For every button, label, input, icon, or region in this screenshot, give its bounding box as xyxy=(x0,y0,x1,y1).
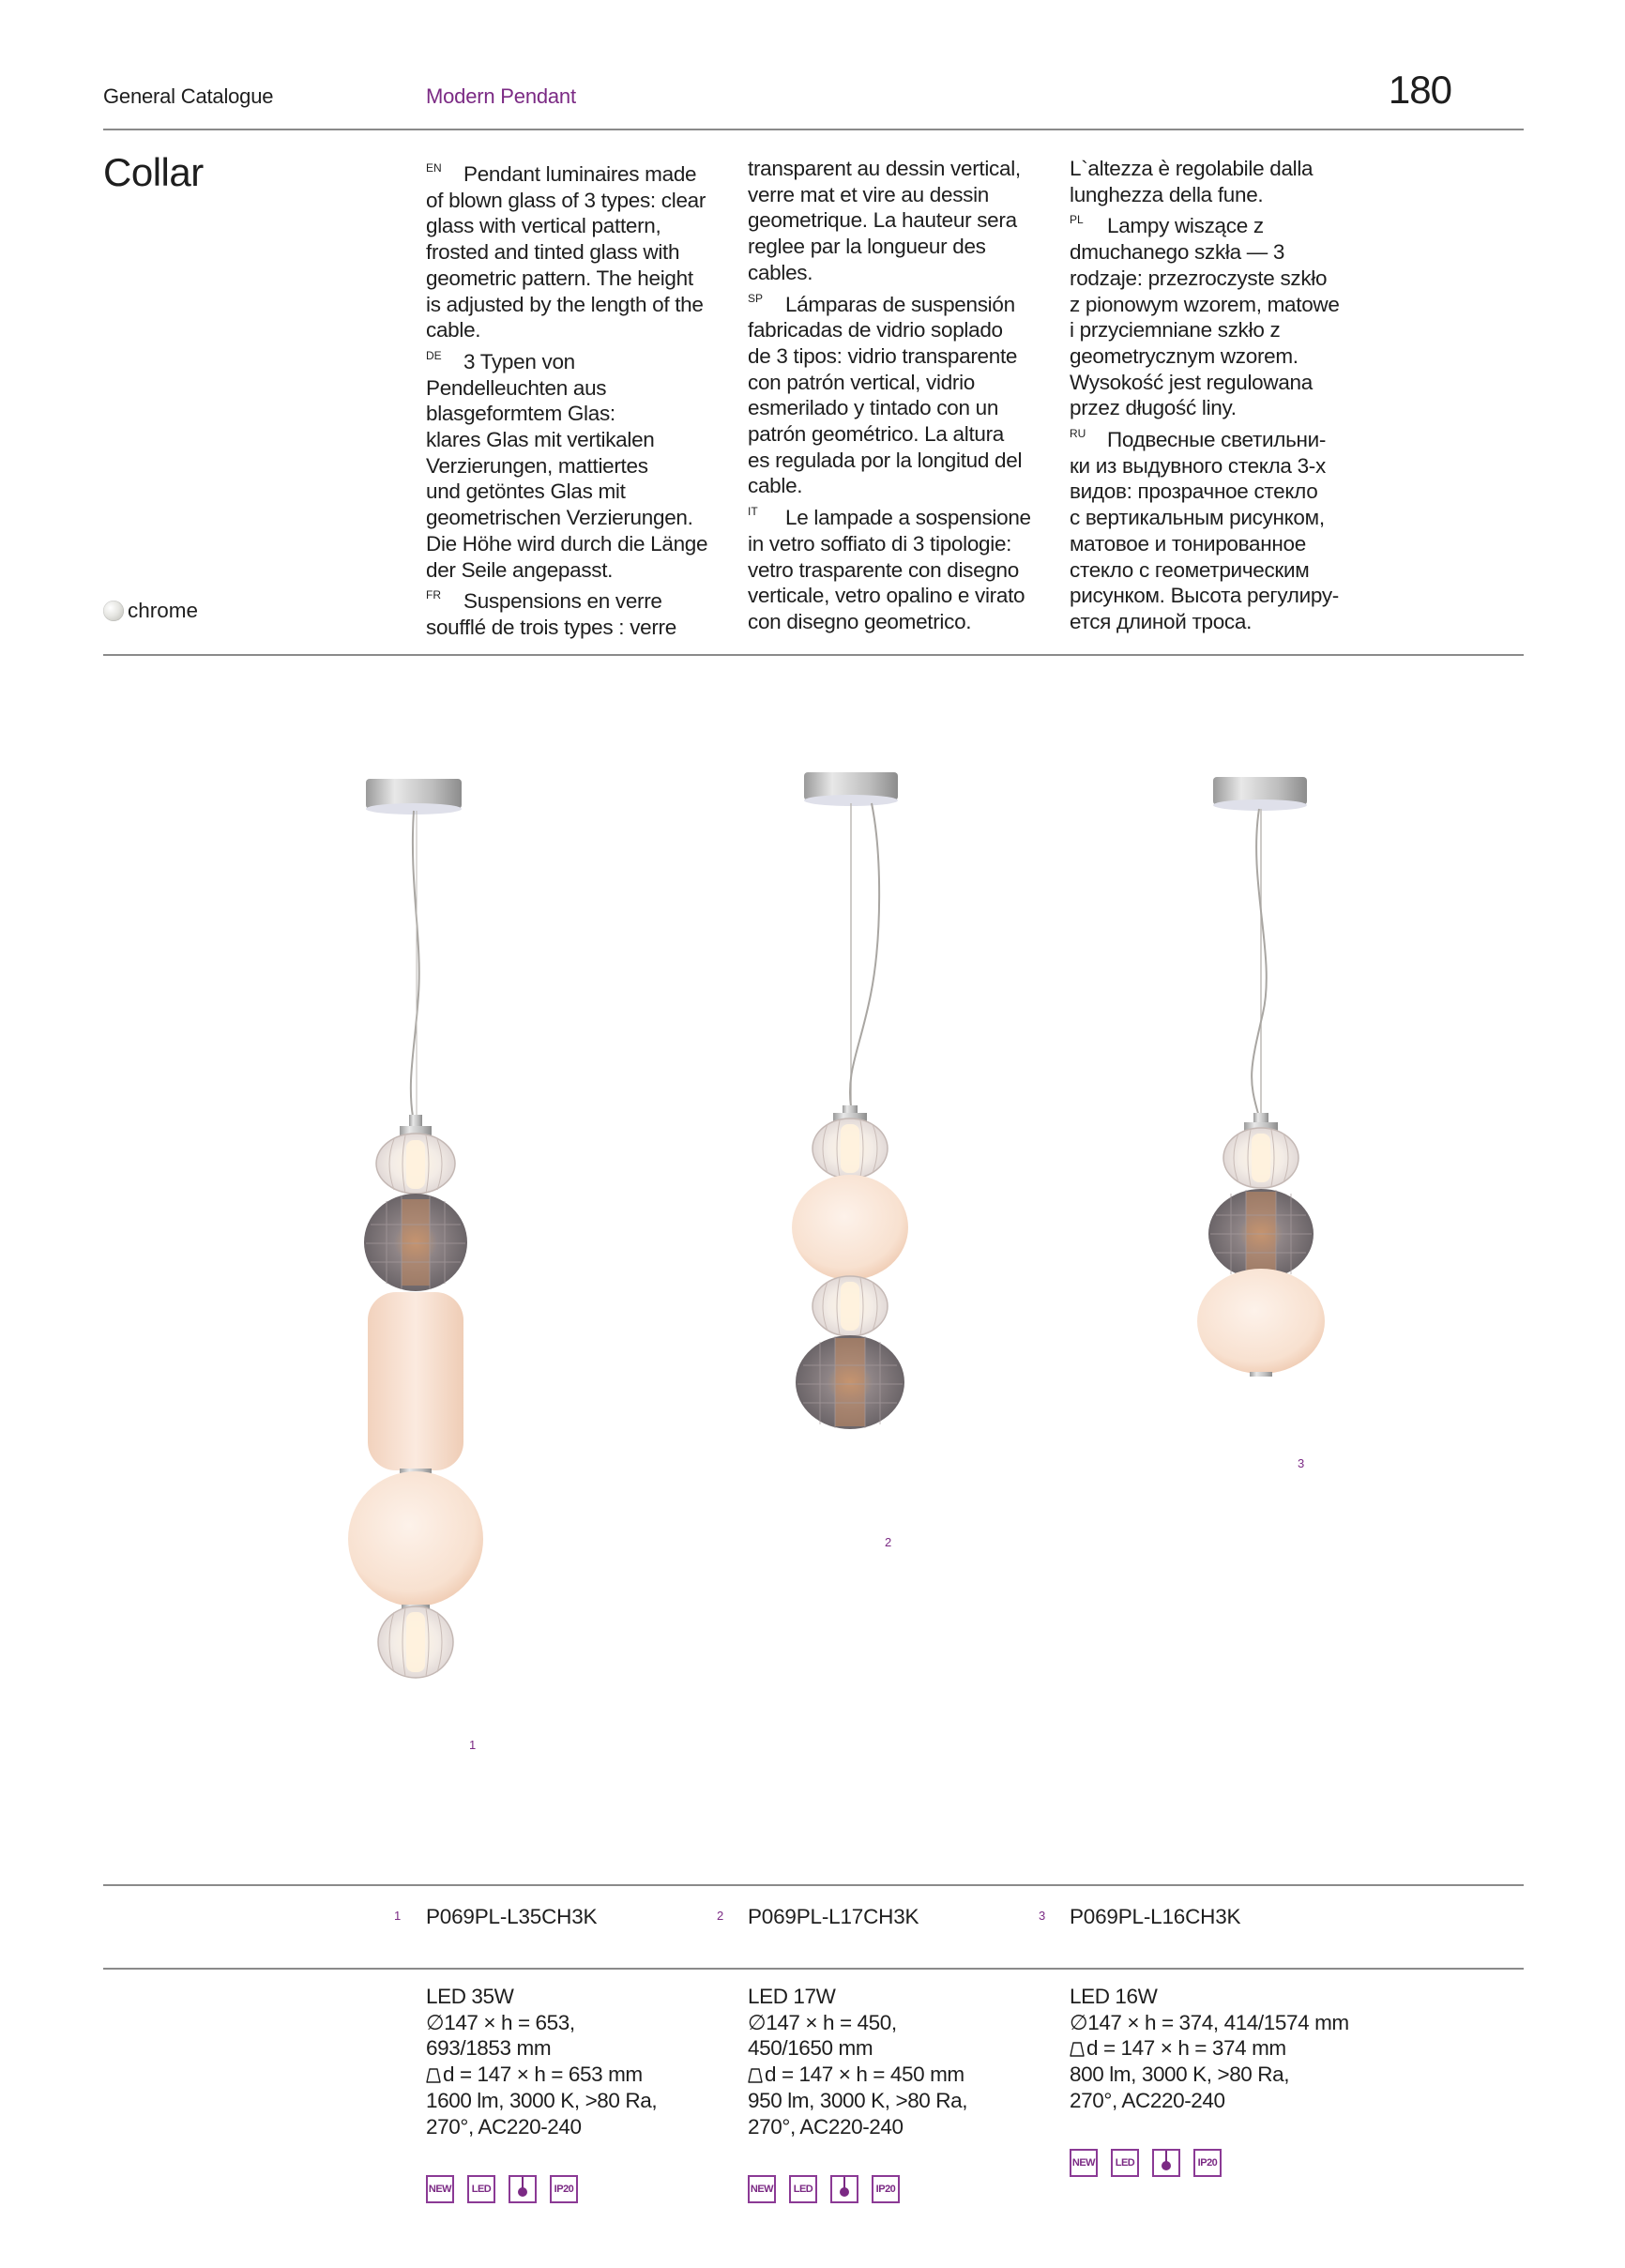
description-line xyxy=(1070,583,1370,609)
description-text: vetro trasparente con disegno xyxy=(748,557,1019,582)
description-line xyxy=(426,479,726,505)
description-text: przez długość liny. xyxy=(1070,396,1237,420)
description-column-3 xyxy=(1070,156,1370,635)
description-line xyxy=(748,370,1048,396)
description-text: 3 Typen von xyxy=(463,349,575,373)
figure-label-2: 2 xyxy=(885,1535,892,1549)
figure-label-1: 1 xyxy=(469,1738,477,1752)
description-text: fabricadas de vidrio soplado xyxy=(748,318,1003,342)
spec-line xyxy=(748,2035,967,2062)
description-text: dmuchanego szkła — 3 xyxy=(1070,240,1285,265)
description-text: und getöntes Glas mit xyxy=(426,479,626,504)
description-text: Lámparas de suspensión xyxy=(785,292,1015,316)
spec-text: ∅147 × h = 450, xyxy=(748,2010,897,2034)
description-line xyxy=(426,239,726,266)
description-text: ки из выдувного стекла 3-х xyxy=(1070,453,1326,478)
description-text: матовое и тонированное xyxy=(1070,531,1306,556)
description-text: с вертикальным рисунком, xyxy=(1070,506,1325,530)
description-text: soufflé de trois types : verre xyxy=(426,615,676,639)
description-text: geometrique. La hauteur sera xyxy=(748,208,1017,233)
language-tag: DE xyxy=(426,348,442,362)
description-text: con patrón vertical, vidrio xyxy=(748,370,976,394)
variants-divider xyxy=(103,1884,1524,1886)
spec-text: ∅147 × h = 653, xyxy=(426,2010,575,2034)
variant-specs-3 xyxy=(1070,1984,1349,2114)
spec-text: 800 lm, 3000 K, >80 Ra, xyxy=(1070,2063,1290,2087)
description-text: is adjusted by the length of the xyxy=(426,292,704,316)
description-line xyxy=(748,609,1048,635)
language-tag: RU xyxy=(1070,427,1086,441)
shade-opal-sphere xyxy=(348,1471,483,1606)
description-line xyxy=(426,401,726,427)
description-text: con disegno geometrico. xyxy=(748,609,972,633)
description-line xyxy=(1070,207,1370,239)
description-text: Le lampade a sospensione xyxy=(785,506,1031,530)
description-line xyxy=(748,234,1048,260)
product-image-3 xyxy=(1173,769,1342,1445)
suspension-icon xyxy=(509,2175,537,2203)
spec-line xyxy=(426,2035,657,2062)
suspension-icon xyxy=(1152,2149,1180,2177)
description-text: reglee par la longueur des xyxy=(748,235,986,259)
description-text: Подвесные светильни- xyxy=(1107,428,1327,452)
description-line xyxy=(1070,292,1370,318)
figure-label-3: 3 xyxy=(1298,1456,1305,1470)
spec-line xyxy=(748,1984,967,2010)
description-divider xyxy=(103,654,1524,656)
badge-new: NEW xyxy=(426,2175,454,2203)
description-line xyxy=(1070,395,1370,421)
spec-text: 693/1853 mm xyxy=(426,2036,552,2061)
description-text: patrón geométrico. La altura xyxy=(748,422,1005,447)
spec-line xyxy=(426,2114,657,2140)
description-line xyxy=(748,317,1048,343)
variant-badges-3 xyxy=(1070,2149,1222,2177)
description-line xyxy=(748,448,1048,474)
description-line xyxy=(748,531,1048,557)
description-text: cable. xyxy=(748,474,803,498)
description-line xyxy=(1070,609,1370,635)
spec-line xyxy=(1070,2088,1349,2114)
description-text: Pendelleuchten aus xyxy=(426,375,607,400)
description-line xyxy=(1070,531,1370,557)
description-line xyxy=(426,615,726,641)
description-text: i przyciemniane szkło z xyxy=(1070,318,1281,342)
suspension-bulb xyxy=(840,2187,849,2197)
description-line xyxy=(748,260,1048,286)
description-text: cables. xyxy=(748,260,813,284)
description-line xyxy=(426,453,726,479)
description-line xyxy=(748,421,1048,448)
description-text: in vetro soffiato di 3 tipologie: xyxy=(748,531,1012,556)
spec-text: 270°, AC220-240 xyxy=(748,2114,904,2139)
description-text: glass with vertical pattern, xyxy=(426,214,661,238)
description-text: geometric pattern. The height xyxy=(426,266,693,290)
variant-badges-1 xyxy=(426,2175,578,2203)
description-text: z pionowym wzorem, matowe xyxy=(1070,292,1340,316)
description-line xyxy=(748,156,1048,182)
description-text: видов: прозрачное стекло xyxy=(1070,479,1318,504)
spec-line xyxy=(748,2114,967,2140)
description-line xyxy=(426,583,726,615)
product-image-2 xyxy=(760,769,929,1539)
description-line xyxy=(748,473,1048,499)
description-line xyxy=(426,266,726,292)
description-line xyxy=(426,531,726,557)
suspension-icon xyxy=(830,2175,858,2203)
badge-led: LED xyxy=(1111,2149,1139,2177)
description-column-2 xyxy=(748,156,1048,635)
badge-led: LED xyxy=(467,2175,495,2203)
section-link[interactable]: Modern Pendant xyxy=(426,84,576,108)
description-line xyxy=(748,286,1048,318)
spec-line xyxy=(1070,2035,1349,2062)
variant-badges-2 xyxy=(748,2175,900,2203)
description-line xyxy=(748,499,1048,531)
spec-line xyxy=(1070,2062,1349,2088)
description-line xyxy=(1070,370,1370,396)
language-tag: IT xyxy=(748,505,758,519)
spec-line xyxy=(748,2088,967,2114)
spec-line xyxy=(1070,1984,1349,2010)
spec-text: ∅147 × h = 374, 414/1574 mm xyxy=(1070,2010,1349,2034)
description-text: transparent au dessin vertical, xyxy=(748,157,1021,180)
chrome-swatch-icon xyxy=(103,601,124,621)
shade-opal-sphere xyxy=(792,1175,908,1280)
description-line xyxy=(1070,421,1370,453)
spec-text: d = 147 × h = 450 mm xyxy=(765,2063,964,2087)
variant-index-3: 3 xyxy=(1039,1909,1046,1923)
description-line xyxy=(1070,505,1370,531)
shade-opal-cylinder xyxy=(368,1292,463,1470)
description-line xyxy=(748,207,1048,234)
description-text: frosted and tinted glass with xyxy=(426,240,680,265)
description-line xyxy=(1070,239,1370,266)
badge-led: LED xyxy=(789,2175,817,2203)
spec-text: d = 147 × h = 653 mm xyxy=(443,2063,643,2087)
description-line xyxy=(748,343,1048,370)
description-line xyxy=(1070,453,1370,479)
description-text: esmerilado y tintado con un xyxy=(748,396,999,420)
description-text: Suspensions en verre xyxy=(463,589,662,614)
page-number: 180 xyxy=(1388,68,1451,112)
language-tag: PL xyxy=(1070,213,1084,227)
description-line xyxy=(748,583,1048,609)
spec-line xyxy=(426,2062,657,2088)
description-line xyxy=(426,427,726,453)
spec-text: 1600 lm, 3000 K, >80 Ra, xyxy=(426,2088,658,2112)
description-text: klares Glas mit vertikalen xyxy=(426,428,655,452)
language-tag: EN xyxy=(426,161,442,175)
variant-index-1: 1 xyxy=(394,1909,402,1923)
description-text: blasgeformtem Glas: xyxy=(426,402,615,426)
description-text: de 3 tipos: vidrio transparente xyxy=(748,343,1018,368)
variant-specs-1 xyxy=(426,1984,657,2139)
spec-line xyxy=(426,2088,657,2114)
shade-dimension-icon xyxy=(748,2067,763,2083)
language-tag: SP xyxy=(748,291,764,305)
badge-ip20: IP20 xyxy=(872,2175,900,2203)
description-text: ется длиной троса. xyxy=(1070,609,1253,633)
description-text: L`altezza è regolabile dalla xyxy=(1070,157,1314,180)
description-line xyxy=(426,343,726,375)
description-line xyxy=(426,156,726,188)
badge-new: NEW xyxy=(748,2175,776,2203)
shade-dimension-icon xyxy=(1070,2041,1085,2057)
language-tag: FR xyxy=(426,588,441,602)
description-line xyxy=(1070,182,1370,208)
description-line xyxy=(426,213,726,239)
description-line xyxy=(1070,266,1370,292)
description-text: Wysokość jest regulowana xyxy=(1070,370,1313,394)
description-text: Lampy wiszące z xyxy=(1107,214,1264,238)
badge-new: NEW xyxy=(1070,2149,1098,2177)
shade-dimension-icon xyxy=(426,2067,441,2083)
product-title: Collar xyxy=(103,150,204,194)
description-column-1 xyxy=(426,156,726,641)
spec-text: 270°, AC220-240 xyxy=(1070,2088,1225,2112)
product-image-1 xyxy=(328,769,507,1727)
description-text: verre mat et vire au dessin xyxy=(748,182,990,206)
description-text: cable. xyxy=(426,318,481,342)
description-text: of blown glass of 3 types: clear xyxy=(426,188,706,212)
description-line xyxy=(1070,557,1370,584)
description-line xyxy=(748,182,1048,208)
spec-line xyxy=(426,1984,657,2010)
description-line xyxy=(1070,317,1370,343)
finish-label: chrome xyxy=(128,599,199,622)
suspension-bulb xyxy=(518,2187,527,2197)
description-line xyxy=(748,395,1048,421)
description-text: geometrischen Verzierungen. xyxy=(426,506,693,530)
description-line xyxy=(426,188,726,214)
description-line xyxy=(426,317,726,343)
spec-line xyxy=(426,2010,657,2036)
spec-text: 270°, AC220-240 xyxy=(426,2114,582,2139)
badge-ip20: IP20 xyxy=(1193,2149,1222,2177)
spec-text: 950 lm, 3000 K, >80 Ra, xyxy=(748,2088,968,2112)
variant-code-3: P069PL-L16CH3K xyxy=(1070,1905,1241,1928)
description-line xyxy=(426,557,726,584)
cable xyxy=(411,811,419,1117)
spec-text: LED 17W xyxy=(748,1985,836,2008)
variant-code-1: P069PL-L35CH3K xyxy=(426,1905,598,1928)
variant-code-2: P069PL-L17CH3K xyxy=(748,1905,919,1928)
specs-divider xyxy=(103,1968,1524,1970)
description-text: Pendant luminaires made xyxy=(463,162,697,186)
description-text: der Seile angepasst. xyxy=(426,557,614,582)
spec-line xyxy=(748,2010,967,2036)
description-line xyxy=(426,505,726,531)
description-line xyxy=(1070,343,1370,370)
description-text: Die Höhe wird durch die Länge xyxy=(426,531,708,556)
suspension-bulb xyxy=(1162,2161,1171,2170)
spec-text: LED 16W xyxy=(1070,1985,1158,2008)
finish-option xyxy=(103,599,198,623)
spec-text: LED 35W xyxy=(426,1985,514,2008)
description-line xyxy=(748,557,1048,584)
spec-text: d = 147 × h = 374 mm xyxy=(1086,2036,1286,2061)
catalogue-title: General Catalogue xyxy=(103,84,274,108)
description-text: рисунком. Высота регулиру- xyxy=(1070,584,1339,608)
shade-opal-sphere xyxy=(1197,1269,1325,1374)
description-line xyxy=(426,292,726,318)
spec-line xyxy=(748,2062,967,2088)
description-text: Verzierungen, mattiertes xyxy=(426,453,648,478)
description-line xyxy=(1070,479,1370,505)
description-text: geometrycznym wzorem. xyxy=(1070,343,1298,368)
description-text: стекло с геометрическим xyxy=(1070,557,1310,582)
variant-specs-2 xyxy=(748,1984,967,2139)
description-text: rodzaje: przezroczyste szkło xyxy=(1070,266,1328,290)
variant-index-2: 2 xyxy=(717,1909,724,1923)
spec-line xyxy=(1070,2010,1349,2036)
description-text: es regulada por la longitud del xyxy=(748,448,1023,472)
header-divider xyxy=(103,129,1524,130)
description-text: lunghezza della fune. xyxy=(1070,182,1264,206)
description-line xyxy=(1070,156,1370,182)
description-text: verticale, vetro opalino e virato xyxy=(748,584,1025,608)
description-line xyxy=(426,375,726,402)
badge-ip20: IP20 xyxy=(550,2175,578,2203)
spec-text: 450/1650 mm xyxy=(748,2036,873,2061)
